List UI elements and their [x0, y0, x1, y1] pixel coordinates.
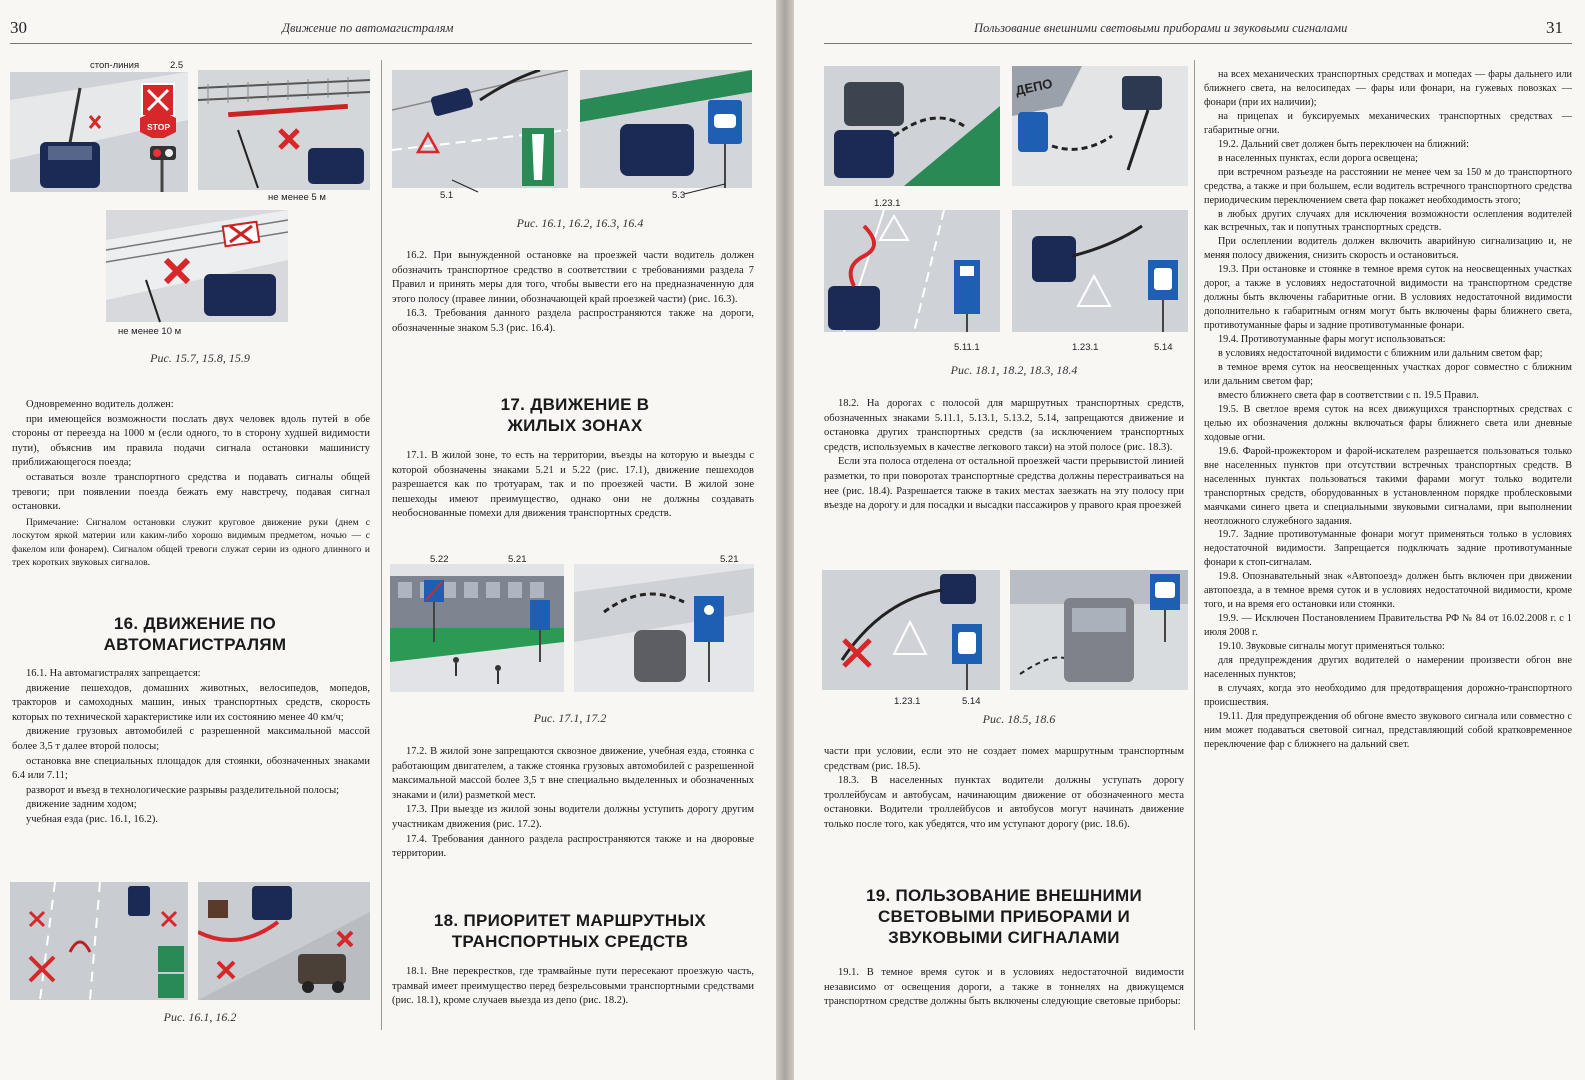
paragraph: 18.2. На дорогах с полосой для маршрутных транспортных средств, обозначенных знаками 5.11.1, 5.13.1, 5.13.2, 5.14, запрещаются движение и остановка других транспортных средств (за исключением транспортных средств, используемых в качестве легкового такси) на этой полосе (рис. 18.3).	[824, 398, 1184, 453]
stop-line-label: стоп-линия	[90, 60, 140, 71]
column-1-upper	[12, 398, 370, 571]
paragraph: 17.4. Требования данного раздела распространяются также и на дворовые территории.	[392, 833, 754, 860]
paragraph: 19.10. Звуковые сигналы могут применяться только:	[1218, 641, 1445, 653]
sign-5-22-label: 5.22	[430, 554, 449, 565]
marking-1-23-1-label-c: 1.23.1	[894, 696, 921, 707]
paragraph: 18.3. В населенных пунктах водители должны уступать дорогу троллейбусам и автобусам, начинающим движение от обозначенного места остановки. Водители троллейбусов и автобусов могут начинать движение только после того, как убедятся, что им уступают дорогу (рис. 18.6).	[824, 775, 1184, 830]
column-2-upper	[392, 249, 754, 337]
column-3-upper	[824, 397, 1184, 514]
figure-18-5	[822, 570, 1000, 708]
sign-5-21-label-b: 5.21	[720, 554, 739, 565]
paragraph: разворот и въезд в технологические разрывы разделительной полосы;	[26, 784, 340, 796]
paragraph: движение задним ходом;	[26, 799, 137, 811]
paragraph: Если эта полоса отделена от остальной проезжей части прерывистой линией разметки, то при поворотах транспортные средства должны перестраиваться на нее (рис. 18.4). Разрешается также в таких местах заезжать на эту полосу при въезде на дорогу и для посадки и высадки пассажиров у правого края проезжей	[824, 456, 1184, 512]
caption-fig-16-bottom: Рис. 16.1, 16.2	[163, 1010, 237, 1024]
paragraph: движение грузовых автомобилей с разрешенной максимальной массой более 3,5 т далее второй полосы;	[12, 726, 370, 752]
paragraph: в случаях, когда это необходимо для предотвращения дорожно-транспортного происшествия.	[1204, 682, 1572, 708]
paragraph: в любых других случаях для исключения возможности ослепления водителей как встречных, так и попутных транспортных средств.	[1204, 208, 1572, 234]
paragraph: 17.3. При выезде из жилой зоны водители должны уступить дорогу другим участникам движения (рис. 17.2).	[392, 804, 754, 830]
paragraph: для предупреждения других водителей о намерении произвести обгон вне населенных пунктов;	[1204, 655, 1572, 680]
paragraph: 16.3. Требования данного раздела распространяются также на дороги, обозначенные знаком 5.3 (рис. 16.4).	[392, 308, 754, 334]
paragraph: 19.6. Фарой-прожектором и фарой-искателем разрешается пользоваться только вне населенных пунктов при отсутствии встречных транспортных средств. В населенных пунктах пользоваться такими фарами могут только водители транспортных средств, оборудованных в установленном порядке проблесковыми маячками синего цвета и специальными звуковыми сигналами, при выполнении неотложного служебного задания.	[1204, 445, 1572, 527]
figure-16-4	[580, 70, 752, 200]
figure-17-2	[574, 552, 754, 692]
paragraph: 19.7. Задние противотуманные фонари могут применяться только в условиях недостаточной видимости. Запрещается подключать задние противотуманные фонари к стоп-сигналам.	[1204, 529, 1572, 569]
caption-fig-16-top: Рис. 16.1, 16.2, 16.3, 16.4	[516, 216, 644, 230]
paragraph: 16.1. На автомагистралях запрещается:	[26, 668, 201, 679]
header-rule-right	[824, 43, 1572, 44]
paragraph: 19.9. — Исключен Постановлением Правительства РФ № 84 от 16.02.2008 г. с 1 июля 2008 г.	[1204, 613, 1572, 639]
paragraph: Одновременно водитель должен:	[26, 399, 174, 410]
marking-1-23-1-label-b: 1.23.1	[1072, 342, 1099, 353]
column-2-bottom	[392, 965, 754, 1009]
paragraph: 19.11. Для предупреждения об обгоне вместо звукового сигнала или совместно с ним может подаваться световой сигнал, представляющий собой кратковременное переключение фар с ближнего на дальний свет.	[1204, 710, 1572, 750]
running-head-left: Движение по автомагистралям	[282, 21, 454, 35]
paragraph: движение пешеходов, домашних животных, велосипедов, мопедов, тракторов и самоходных машин, иных транспортных средств, скорость которых по технической характеристике или их состоянию менее 40 км/ч;	[12, 682, 370, 723]
paragraph: вместо ближнего света фар в соответствии с п. 19.5 Правил.	[1218, 389, 1479, 401]
running-head-right: Пользование внешними световыми приборами и звуковыми сигналами	[974, 21, 1348, 35]
stop-sign-word: STOP	[147, 122, 170, 132]
section-17-heading: 17. ДВИЖЕНИЕ В ЖИЛЫХ ЗОНАХ	[500, 395, 650, 435]
column-4	[1204, 68, 1572, 752]
column-3-bottom	[824, 966, 1184, 1010]
paragraph: в темное время суток на неосвещенных участках дорог совместно с ближним или дальним светом фар;	[1204, 362, 1572, 387]
paragraph: 18.1. Вне перекрестков, где трамвайные пути пересекают проезжую часть, трамвай имеет преимущество перед безрельсовыми транспортными средствами (рис. 18.1), кроме случаев выезда из депо (рис. 18.2).	[392, 966, 754, 1007]
caption-fig-18-top: Рис. 18.1, 18.2, 18.3, 18.4	[950, 363, 1078, 377]
column-divider	[381, 60, 382, 1030]
sign-5-14-label-b: 5.14	[962, 696, 981, 707]
sign-5-21-label-a: 5.21	[508, 554, 527, 565]
marking-1-23-1-label-a: 1.23.1	[874, 198, 901, 209]
paragraph: При ослеплении водитель должен включить аварийную сигнализацию и, не меняя полосу движения, снизить скорость и остановиться.	[1204, 236, 1572, 262]
paragraph: остановка вне специальных площадок для стоянки, обозначенных знаками 6.4 или 7.11;	[12, 755, 370, 782]
paragraph: оставаться возле транспортного средства и подавать сигналы общей тревоги; при появлении поезда бежать ему навстречу, подавая сигнал остановки.	[12, 471, 370, 513]
min10-label: не менее 10 м	[118, 326, 182, 337]
figure-15-9	[106, 210, 288, 340]
column-1-lower	[12, 667, 370, 828]
book-gutter	[776, 0, 794, 1080]
figure-18-1	[824, 66, 1000, 186]
section-18-heading: 18. ПРИОРИТЕТ МАРШРУТНЫХ ТРАНСПОРТНЫХ СРЕДСТВ	[433, 911, 707, 951]
note-paragraph: Примечание: Сигналом остановки служит круговое движение руки (днем с лоскутом яркой материи или каким-либо хорошо видимым предметом, ночью — с факелом или фонарем). Сигналом общей тревоги служат серии из одного длинного и трех коротких звуковых сигналов.	[12, 517, 370, 569]
section-16-heading: 16. ДВИЖЕНИЕ ПО АВТОМАГИСТРАЛЯМ	[103, 614, 287, 654]
caption-fig-18-bottom: Рис. 18.5, 18.6	[982, 712, 1056, 726]
min5-label: не менее 5 м	[268, 192, 326, 202]
sign-5-1-label: 5.1	[440, 190, 454, 200]
paragraph: 16.2. При вынужденной остановке на проезжей части водитель должен обозначить транспортное средство в соответствии с требованиями раздела 7 Правил и принять меры для того, чтобы вывести его на предназначенную для этого полосу (правее линии, обозначающей край проезжей части) (рис. 16.3).	[392, 250, 754, 305]
caption-fig-17: Рис. 17.1, 17.2	[533, 711, 607, 725]
right-page	[794, 0, 1585, 1080]
page-number-right: 31	[1546, 18, 1563, 37]
figure-18-2	[1012, 66, 1188, 186]
figure-16-2	[198, 882, 370, 1000]
paragraph: 17.2. В жилой зоне запрещаются сквозное движение, учебная езда, стоянка с работающим двигателем, а также стоянка грузовых автомобилей с разрешенной максимальной массой более 3,5 т вне специально выделенных и обозначенных знаками и (или) разметкой мест.	[392, 746, 754, 801]
figure-18-3	[824, 196, 1000, 354]
column-2-mid	[392, 449, 754, 522]
left-page	[0, 0, 776, 1080]
paragraph: на прицепах и буксируемых механических транспортных средствах — габаритные огни.	[1204, 110, 1572, 136]
paragraph: 17.1. В жилой зоне, то есть на территории, въезды на которую и выезды с которой обозначены знаками 5.21 и 5.22 (рис. 17.1), движение пешеходов разрешается как по тротуарам, так и по проезжей части. В жилой зоне пешеходы имеют преимущество, однако они не должны создавать необоснованные помехи для движения транспортных средств.	[392, 450, 754, 520]
section-19-heading: 19. ПОЛЬЗОВАНИЕ ВНЕШНИМИ СВЕТОВЫМИ ПРИБОРАМИ И ЗВУКОВЫМИ СИГНАЛАМИ	[865, 886, 1143, 947]
column-2-lower	[392, 745, 754, 862]
paragraph: на всех механических транспортных средствах и мопедах — фары дальнего или ближнего света, на велосипедах — фары или фонари, на гужевых повозках — фонари (при их наличии);	[1204, 69, 1572, 108]
paragraph: учебная езда (рис. 16.1, 16.2).	[26, 813, 159, 825]
figure-18-6	[1010, 570, 1188, 690]
figure-16-1	[10, 882, 188, 1000]
paragraph: 19.3. При остановке и стоянке в темное время суток на неосвещенных участках дорог, а также в условиях недостаточной видимости на транспортном средстве должны быть включены габаритные огни. В условиях недостаточной видимости дополнительно к габаритным огням могут быть включены фары ближнего света, противотуманные фары и задние противотуманные фонари.	[1204, 264, 1572, 332]
figure-17-1	[390, 552, 564, 692]
figure-15-7	[10, 60, 188, 192]
figure-18-4	[1012, 206, 1188, 354]
paragraph: 19.1. В темное время суток и в условиях недостаточной видимости независимо от освещения дороги, а также в тоннелях на движущемся транспортном средстве должны быть включены следующие световые приборы:	[824, 967, 1184, 1008]
caption-fig-15: Рис. 15.7, 15.8, 15.9	[150, 351, 250, 365]
sign-5-3-label: 5.3	[672, 190, 686, 200]
paragraph: 19.4. Противотуманные фары могут использоваться:	[1218, 334, 1446, 346]
sign-5-11-1-label: 5.11.1	[954, 342, 980, 353]
figure-16-3	[392, 70, 568, 200]
page-number-left: 30	[10, 18, 27, 37]
paragraph: в условиях недостаточной видимости с ближним или дальним светом фар;	[1218, 348, 1543, 360]
paragraph: при имеющейся возможности послать двух человек вдоль путей в обе стороны от переезда на 1000 м (если одного, то в сторону худшей видимости пути), объяснив им правила подачи сигнала остановки машинисту приближающегося поезда;	[12, 413, 370, 469]
sign-2-5-label: 2.5	[170, 60, 184, 71]
paragraph: при встречном разъезде на расстоянии не менее чем за 150 м до транспортного средства, а также и при большем, если водитель встречного транспортного средства периодическим переключением света фар покажет необходимость этого;	[1204, 166, 1572, 206]
paragraph: 19.5. В светлое время суток на всех движущихся транспортных средствах с целью их обозначения должны включаться фары ближнего света или дневные ходовые огни.	[1204, 403, 1572, 443]
sign-5-14-label-a: 5.14	[1154, 342, 1173, 353]
depo-label: ДЕПО	[1014, 75, 1054, 99]
paragraph: 19.2. Дальний свет должен быть переключен на ближний:	[1218, 138, 1469, 150]
column-divider	[1194, 60, 1195, 1030]
header-rule-left	[10, 43, 752, 44]
paragraph: в населенных пунктах, если дорога освещена;	[1218, 152, 1418, 164]
figure-15-8	[198, 70, 370, 202]
paragraph: части при условии, если это не создает помех маршрутным транспортным средствам (рис. 18.5).	[824, 746, 1184, 772]
column-3-lower	[824, 745, 1184, 833]
paragraph: 19.8. Опознавательный знак «Автопоезд» должен быть включен при движении автопоезда, а в темное время суток и в условиях недостаточной видимости, кроме того, и на время его остановки или стоянки.	[1204, 571, 1572, 611]
